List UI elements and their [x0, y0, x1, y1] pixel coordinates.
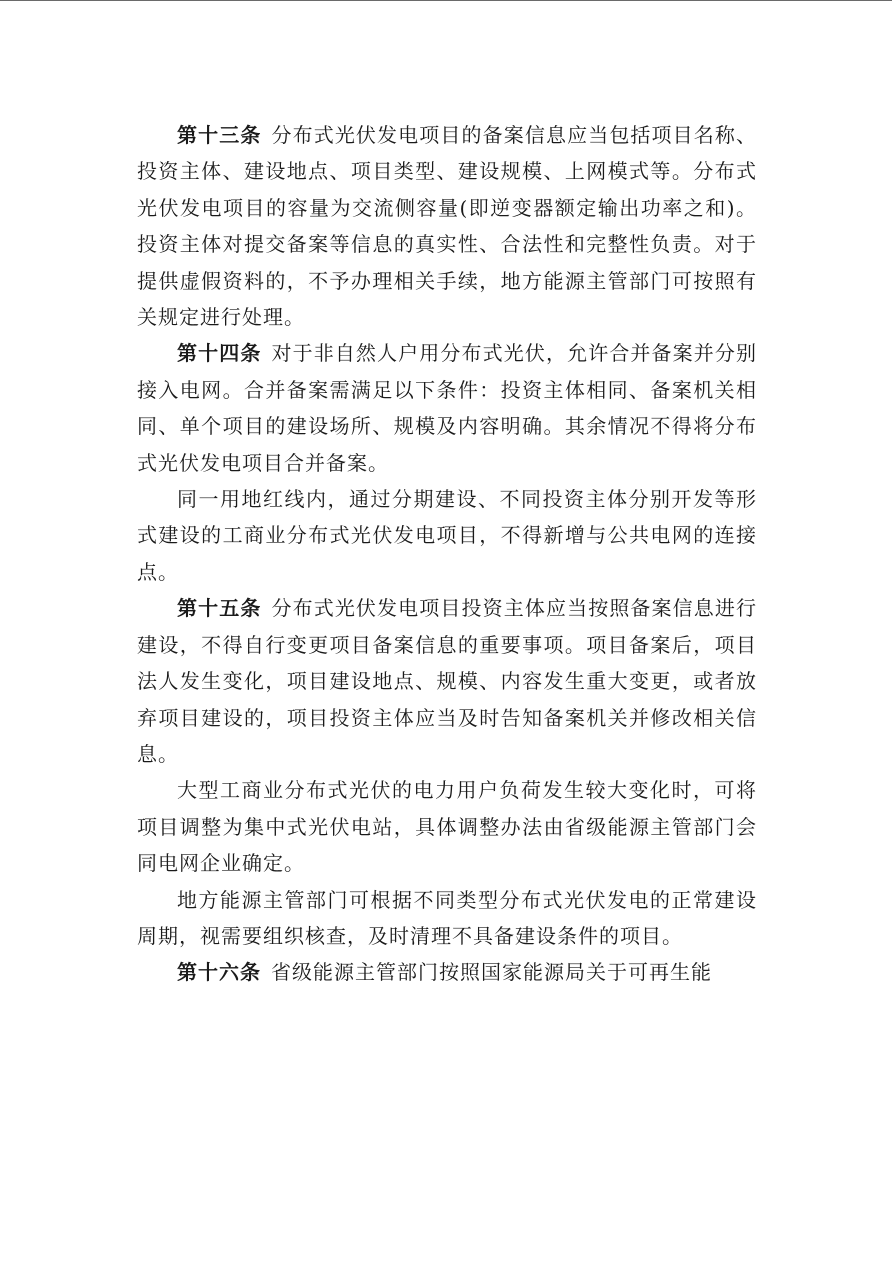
- paragraph-article-13: [137, 117, 757, 335]
- paragraph-article-15-clause-3: [137, 882, 757, 955]
- document-page: [137, 117, 757, 991]
- paragraph-text: 省级能源主管部门按照国家能源局关于可再生能: [271, 960, 712, 985]
- paragraph-article-14-clause-2: [137, 481, 757, 590]
- paragraph-article-16: [137, 954, 757, 990]
- paragraph-text: 分布式光伏发电项目投资主体应当按照备案信息进行建设，不得自行变更项目备案信息的重要事项。项目备案后，项目法人发生变化，项目建设地点、规模、内容发生重大变更，或者放弃项目建设的，项目投资主体应当及时告知备案机关并修改相关信息。: [137, 596, 758, 766]
- article-number: 第十六条: [177, 960, 261, 985]
- paragraph-text: 同一用地红线内，通过分期建设、不同投资主体分别开发等形式建设的工商业分布式光伏发电项目，不得新增与公共电网的连接点。: [137, 487, 757, 584]
- paragraph-article-15: [137, 590, 757, 772]
- top-border-line: [0, 0, 892, 1]
- paragraph-text: 分布式光伏发电项目的备案信息应当包括项目名称、投资主体、建设地点、项目类型、建设规模、上网模式等。分布式光伏发电项目的容量为交流侧容量(即逆变器额定输出功率之和)。投资主体对提交备案等信息的真实性、合法性和完整性负责。对于提供虚假资料的，不予办理相关手续，地方能源主管部门可按照有关规定进行处理。: [137, 123, 758, 330]
- paragraph-text: 地方能源主管部门可根据不同类型分布式光伏发电的正常建设周期，视需要组织核查，及时清理不具备建设条件的项目。: [137, 887, 757, 948]
- paragraph-article-14: [137, 335, 757, 481]
- article-number: 第十四条: [177, 341, 262, 366]
- paragraph-text: 大型工商业分布式光伏的电力用户负荷发生较大变化时，可将项目调整为集中式光伏电站，具体调整办法由省级能源主管部门会同电网企业确定。: [137, 778, 757, 876]
- paragraph-text: 对于非自然人户用分布式光伏，允许合并备案并分别接入电网。合并备案需满足以下条件：投资主体相同、备案机关相同、单个项目的建设场所、规模及内容明确。其余情况不得将分布式光伏发电项目合并备案。: [137, 341, 758, 475]
- article-number: 第十三条: [177, 123, 262, 147]
- paragraph-article-15-clause-2: [137, 772, 757, 881]
- article-number: 第十五条: [177, 596, 262, 621]
